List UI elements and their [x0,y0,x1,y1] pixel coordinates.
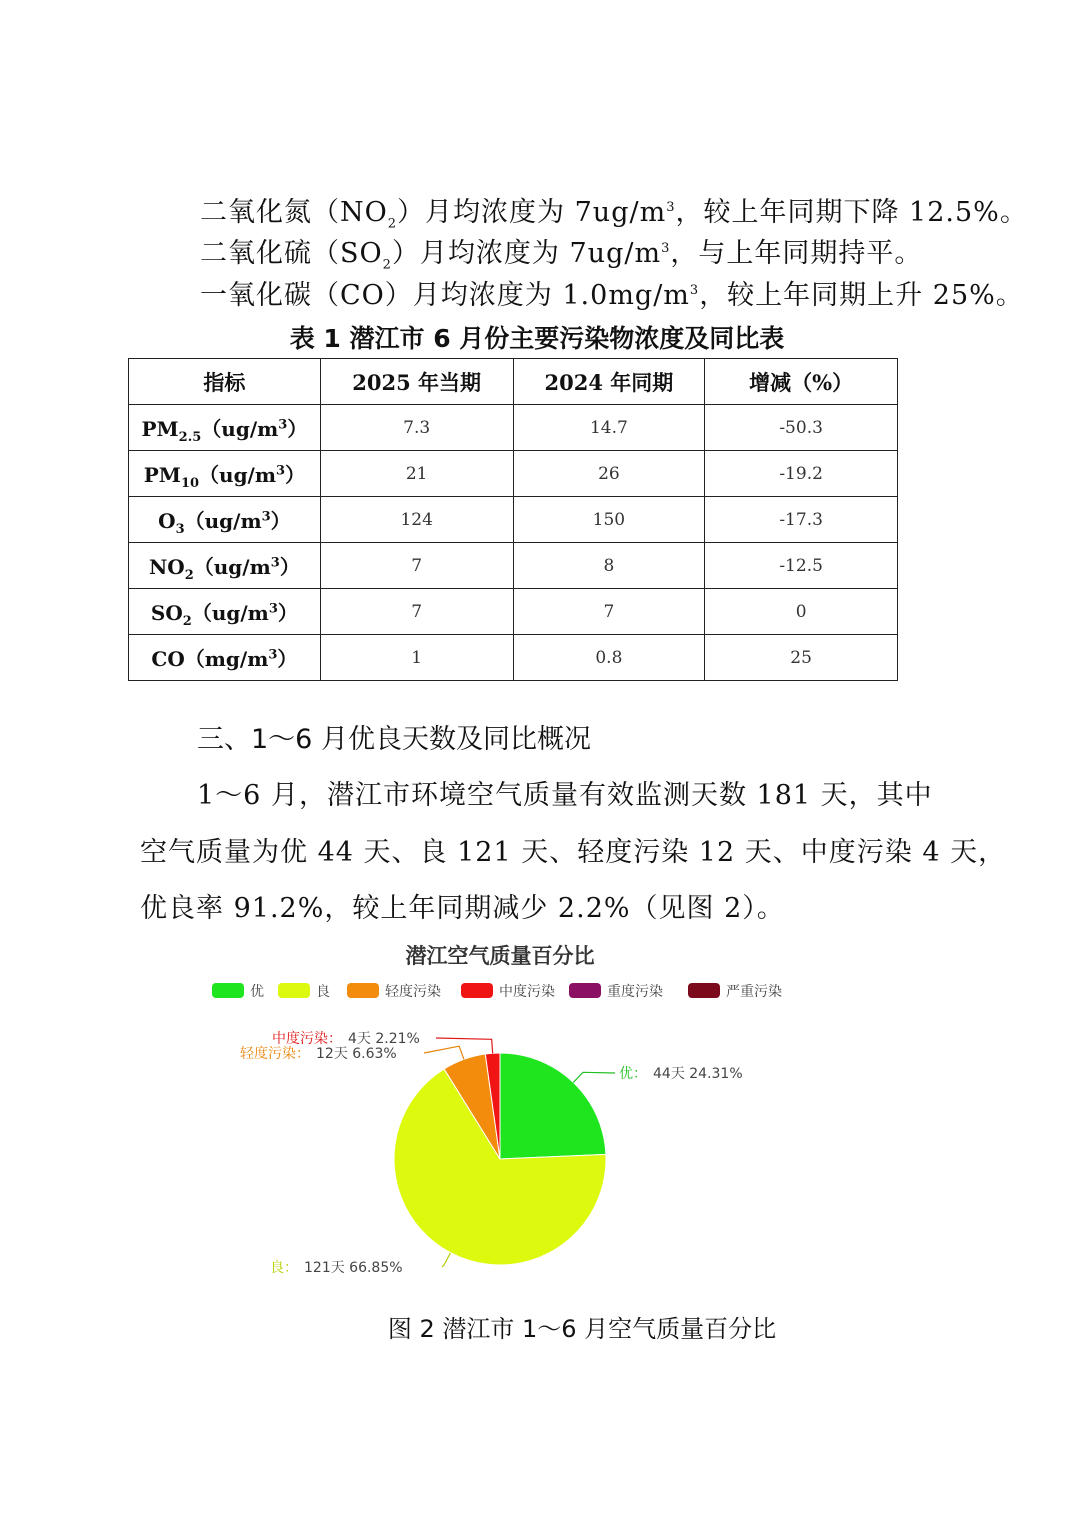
pie-slices [394,1053,606,1265]
slice-label-name: 良： [270,1260,298,1276]
indicator-cell [129,497,321,543]
indicator-subscript: 2.5 [178,430,202,445]
table-row [129,589,898,635]
so2-subscript: 2 [382,257,392,273]
value-2025: 7.3 [320,405,513,451]
legend-swatch [347,983,379,998]
slice-label [240,1045,397,1062]
legend-item [569,983,663,1000]
indicator-subscript: 2 [182,614,192,629]
no2-text-mid: ）月均浓度为 7ug/m [397,197,667,228]
label-leader-line [442,1253,450,1267]
legend-item [212,983,264,1000]
table-row [129,635,898,681]
indicator-unit: （ug/m [191,601,269,625]
label-leader-line [424,1046,464,1059]
indicator-name: SO [150,601,183,625]
co-superscript: 3 [689,283,700,298]
value-2024: 150 [513,497,705,543]
indicator-unit-sup: 3 [276,463,286,479]
legend-label: 严重污染 [726,984,782,1000]
legend-item [278,983,330,1000]
slice-label-name: 轻度污染： [240,1046,310,1062]
slice-label-value: 44天 24.31% [653,1066,743,1082]
table-header-row [129,359,898,405]
value-2024: 0.8 [513,635,705,681]
indicator-unit-sup: 3 [270,555,280,571]
co-paragraph [200,281,1024,311]
section-heading: 三、1～6 月优良天数及同比概况 [197,724,591,755]
indicator-unit-sup: 3 [268,601,278,617]
chart-title: 潜江空气质量百分比 [405,944,595,968]
header-change: 增减（%） [705,359,898,405]
slice-label-value: 121天 66.85% [304,1260,403,1276]
value-change: -17.3 [705,497,898,543]
legend-swatch [278,983,310,998]
value-change: -12.5 [705,543,898,589]
legend-item [347,983,441,1000]
indicator-unit: （ug/m [201,417,279,441]
so2-text-pre: 二氧化硫（SO [200,238,383,269]
slice-label [272,1030,420,1047]
value-2024: 7 [513,589,705,635]
header-2025: 2025 年当期 [320,359,513,405]
no2-subscript: 2 [387,216,398,232]
pollutant-table [128,358,898,681]
value-2024: 14.7 [513,405,705,451]
value-change: -50.3 [705,405,898,451]
legend-swatch [461,983,493,998]
so2-text-mid: ）月均浓度为 7ug/m [391,238,662,269]
indicator-unit-close: ） [279,555,300,579]
so2-superscript: 3 [661,241,671,256]
indicator-cell [129,589,321,635]
value-2025: 124 [320,497,513,543]
section-paragraph-line: 优良率 91.2%，较上年同期减少 2.2%（见图 2）。 [140,893,785,924]
indicator-unit-close: ） [277,601,298,625]
legend-swatch [212,983,244,998]
indicator-name: CO [151,647,185,671]
value-2025: 21 [320,451,513,497]
so2-paragraph [200,238,923,273]
indicator-cell [129,543,321,589]
no2-paragraph [200,197,1028,232]
indicator-unit: （ug/m [184,509,262,533]
indicator-cell [129,451,321,497]
indicator-subscript: 10 [180,476,200,491]
indicator-unit-close: ） [277,647,298,671]
indicator-name: NO [149,555,185,579]
legend-label: 中度污染 [499,984,555,1000]
indicator-unit: （ug/m [199,463,277,487]
value-change: 25 [705,635,898,681]
section-paragraph-line: 空气质量为优 44 天、良 121 天、轻度污染 12 天、中度污染 4 天， [140,837,1007,868]
no2-superscript: 3 [666,200,676,215]
indicator-unit-sup: 3 [261,509,271,525]
indicator-subscript: 3 [175,522,185,537]
indicator-unit-close: ） [287,417,308,441]
value-2024: 8 [513,543,705,589]
value-2024: 26 [513,451,705,497]
legend-item [688,983,782,1000]
header-2024: 2024 年同期 [513,359,705,405]
co-text-post: ，较上年同期上升 25%。 [699,280,1024,311]
indicator-cell [129,635,321,681]
table-row [129,451,898,497]
legend-item [461,983,555,1000]
value-2025: 7 [320,589,513,635]
table-row [129,497,898,543]
legend-swatch [688,983,720,998]
indicator-subscript: 2 [184,568,194,583]
label-leader-line [573,1072,615,1082]
indicator-name: PM [143,463,181,487]
no2-text-pre: 二氧化氮（NO [200,197,388,228]
indicator-name: PM [141,417,179,441]
indicator-unit-sup: 3 [278,417,288,433]
section-paragraph-line: 1～6 月，潜江市环境空气质量有效监测天数 181 天，其中 [197,780,933,811]
air-quality-pie-chart [180,935,880,1295]
label-leader-line [436,1038,493,1053]
legend-label: 轻度污染 [385,984,441,1000]
indicator-unit-sup: 3 [268,647,278,663]
pie-slice [500,1053,606,1159]
slice-label [270,1260,403,1276]
legend-label: 重度污染 [607,984,663,1000]
indicator-unit-close: ） [285,463,306,487]
value-change: 0 [705,589,898,635]
header-indicator: 指标 [129,359,321,405]
slice-label [619,1065,743,1082]
legend-label: 优 [250,984,264,1000]
indicator-name: O [158,509,176,533]
indicator-unit: （ug/m [193,555,271,579]
legend-swatch [569,983,601,998]
slice-label-value: 4天 2.21% [348,1031,420,1047]
slice-label-value: 12天 6.63% [316,1046,397,1062]
table-row [129,405,898,451]
legend-label: 良 [316,984,330,1000]
no2-text-post: ，较上年同期下降 12.5%。 [675,197,1028,228]
indicator-unit-close: ） [270,509,291,533]
figure-caption: 图 2 潜江市 1～6 月空气质量百分比 [387,1315,777,1343]
table-title: 表 1 潜江市 6 月份主要污染物浓度及同比表 [289,324,785,353]
so2-text-post: ，与上年同期持平。 [670,238,923,269]
slice-label-name: 中度污染： [272,1031,342,1047]
slice-label-name: 优： [619,1066,647,1082]
table-row [129,543,898,589]
value-change: -19.2 [705,451,898,497]
value-2025: 1 [320,635,513,681]
chart-legend [212,983,782,1000]
indicator-unit: （mg/m [184,647,269,671]
value-2025: 7 [320,543,513,589]
co-text-pre: 一氧化碳（CO）月均浓度为 1.0mg/m [200,280,690,311]
indicator-cell [129,405,321,451]
